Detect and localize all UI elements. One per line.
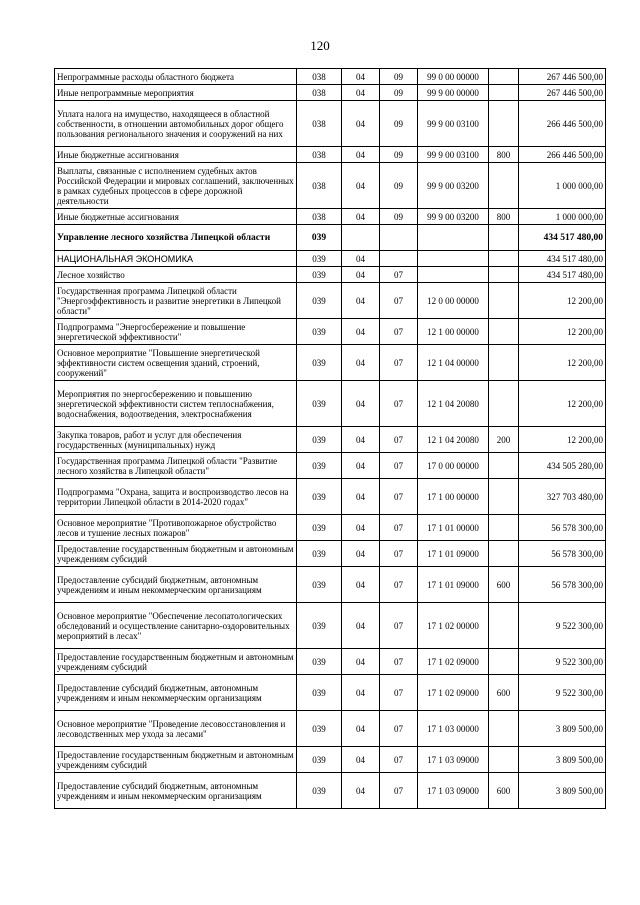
- row-subsection-cell: 07: [380, 773, 418, 809]
- row-sum-cell: 9 522 300,00: [519, 603, 606, 649]
- row-name-cell: Иные бюджетные ассигнования: [55, 147, 297, 163]
- row-section-cell: 04: [342, 381, 380, 427]
- row-code-cell: 038: [297, 209, 342, 225]
- row-section-cell: 04: [342, 427, 380, 453]
- row-code-cell: 039: [297, 479, 342, 515]
- table-row: [55, 319, 606, 345]
- row-section-cell: 04: [342, 773, 380, 809]
- row-name-cell: Предоставление государственным бюджетным и автономным учреждениям субсидий: [55, 649, 297, 675]
- row-expense-cell: 600: [489, 675, 519, 711]
- row-code-cell: 039: [297, 675, 342, 711]
- row-expense-cell: [489, 711, 519, 747]
- row-subsection-cell: 07: [380, 427, 418, 453]
- row-expense-cell: [489, 747, 519, 773]
- row-code-cell: 039: [297, 251, 342, 267]
- table-row: [55, 147, 606, 163]
- row-sum-cell: 56 578 300,00: [519, 541, 606, 567]
- table-row: [55, 381, 606, 427]
- table-row: [55, 163, 606, 209]
- table-body: [55, 69, 606, 809]
- table-row: [55, 85, 606, 101]
- row-subsection-cell: 07: [380, 567, 418, 603]
- table-row: [55, 711, 606, 747]
- row-article-cell: 17 1 02 00000: [418, 603, 489, 649]
- row-name-cell: Управление лесного хозяйства Липецкой области: [55, 225, 297, 251]
- row-article-cell: 17 1 01 09000: [418, 567, 489, 603]
- row-expense-cell: 600: [489, 567, 519, 603]
- row-expense-cell: [489, 267, 519, 283]
- table-row: [55, 209, 606, 225]
- row-name-cell: Предоставление государственным бюджетным и автономным учреждениям субсидий: [55, 747, 297, 773]
- row-code-cell: 039: [297, 649, 342, 675]
- row-sum-cell: 1 000 000,00: [519, 163, 606, 209]
- row-subsection-cell: 07: [380, 345, 418, 381]
- row-subsection-cell: 09: [380, 101, 418, 147]
- row-article-cell: 99 9 00 03100: [418, 147, 489, 163]
- row-name-cell: Лесное хозяйство: [55, 267, 297, 283]
- row-section-cell: 04: [342, 567, 380, 603]
- row-name-cell: Основное мероприятие "Повышение энергетической эффективности систем освещения зданий, строений, сооружений": [55, 345, 297, 381]
- row-expense-cell: [489, 453, 519, 479]
- row-sum-cell: 9 522 300,00: [519, 675, 606, 711]
- row-code-cell: 039: [297, 567, 342, 603]
- table-row: [55, 251, 606, 267]
- row-code-cell: 039: [297, 283, 342, 319]
- row-code-cell: 039: [297, 345, 342, 381]
- row-section-cell: 04: [342, 267, 380, 283]
- row-article-cell: 12 0 00 00000: [418, 283, 489, 319]
- row-section-cell: [342, 225, 380, 251]
- row-article-cell: 12 1 04 20080: [418, 381, 489, 427]
- row-article-cell: 17 1 01 00000: [418, 515, 489, 541]
- row-subsection-cell: 07: [380, 675, 418, 711]
- row-article-cell: 99 9 00 00000: [418, 85, 489, 101]
- row-subsection-cell: 07: [380, 479, 418, 515]
- row-section-cell: 04: [342, 479, 380, 515]
- row-subsection-cell: 07: [380, 267, 418, 283]
- table-row: [55, 541, 606, 567]
- row-subsection-cell: 09: [380, 163, 418, 209]
- row-article-cell: 17 1 03 00000: [418, 711, 489, 747]
- row-sum-cell: 434 505 280,00: [519, 453, 606, 479]
- row-expense-cell: 600: [489, 773, 519, 809]
- row-section-cell: 04: [342, 163, 380, 209]
- row-sum-cell: 12 200,00: [519, 381, 606, 427]
- row-expense-cell: [489, 479, 519, 515]
- row-sum-cell: 434 517 480,00: [519, 225, 606, 251]
- row-subsection-cell: 07: [380, 711, 418, 747]
- row-expense-cell: 800: [489, 209, 519, 225]
- row-sum-cell: 3 809 500,00: [519, 747, 606, 773]
- row-sum-cell: 266 446 500,00: [519, 101, 606, 147]
- row-expense-cell: 200: [489, 427, 519, 453]
- row-expense-cell: [489, 649, 519, 675]
- row-expense-cell: [489, 85, 519, 101]
- row-expense-cell: [489, 225, 519, 251]
- table-row: [55, 603, 606, 649]
- row-section-cell: 04: [342, 675, 380, 711]
- row-expense-cell: [489, 603, 519, 649]
- row-code-cell: 039: [297, 603, 342, 649]
- row-expense-cell: [489, 251, 519, 267]
- row-section-cell: 04: [342, 319, 380, 345]
- row-name-cell: Государственная программа Липецкой области "Энергоэффективность и развитие энергетики в Липецкой области": [55, 283, 297, 319]
- row-expense-cell: [489, 283, 519, 319]
- row-name-cell: Иные непрограммные мероприятия: [55, 85, 297, 101]
- row-sum-cell: 9 522 300,00: [519, 649, 606, 675]
- row-code-cell: 038: [297, 69, 342, 85]
- row-subsection-cell: 07: [380, 515, 418, 541]
- row-code-cell: 039: [297, 711, 342, 747]
- table-row: [55, 453, 606, 479]
- row-expense-cell: [489, 381, 519, 427]
- table-row: [55, 567, 606, 603]
- row-article-cell: 12 1 04 00000: [418, 345, 489, 381]
- row-sum-cell: 267 446 500,00: [519, 69, 606, 85]
- row-article-cell: 17 1 01 09000: [418, 541, 489, 567]
- row-code-cell: 039: [297, 773, 342, 809]
- row-name-cell: Выплаты, связанные с исполнением судебных актов Российской Федерации и мировых соглашений, заключенных в рамках судебных процессов в сфере дорожной деятельности: [55, 163, 297, 209]
- table-row: [55, 283, 606, 319]
- row-expense-cell: 800: [489, 147, 519, 163]
- row-expense-cell: [489, 69, 519, 85]
- row-name-cell: Основное мероприятие "Противопожарное обустройство лесов и тушение лесных пожаров": [55, 515, 297, 541]
- row-name-cell: Непрограммные расходы областного бюджета: [55, 69, 297, 85]
- row-article-cell: 99 0 00 00000: [418, 69, 489, 85]
- row-article-cell: [418, 267, 489, 283]
- row-expense-cell: [489, 101, 519, 147]
- row-name-cell: Подпрограмма "Охрана, защита и воспроизводство лесов на территории Липецкой области в 2014-2020 годах": [55, 479, 297, 515]
- table-row: [55, 747, 606, 773]
- row-code-cell: 039: [297, 453, 342, 479]
- row-code-cell: 039: [297, 515, 342, 541]
- row-code-cell: 039: [297, 427, 342, 453]
- row-sum-cell: 56 578 300,00: [519, 567, 606, 603]
- page-number: 120: [310, 38, 330, 53]
- row-subsection-cell: 09: [380, 69, 418, 85]
- row-code-cell: 038: [297, 85, 342, 101]
- row-sum-cell: 267 446 500,00: [519, 85, 606, 101]
- row-subsection-cell: 07: [380, 649, 418, 675]
- row-subsection-cell: [380, 251, 418, 267]
- row-section-cell: 04: [342, 345, 380, 381]
- row-section-cell: 04: [342, 515, 380, 541]
- row-article-cell: 17 1 03 09000: [418, 773, 489, 809]
- row-subsection-cell: 09: [380, 147, 418, 163]
- row-name-cell: Основное мероприятие "Обеспечение лесопатологических обследований и осуществление санитарно-оздоровительных мероприятий в лесах": [55, 603, 297, 649]
- table-row: [55, 345, 606, 381]
- row-subsection-cell: [380, 225, 418, 251]
- row-article-cell: [418, 251, 489, 267]
- row-sum-cell: 56 578 300,00: [519, 515, 606, 541]
- row-sum-cell: 3 809 500,00: [519, 773, 606, 809]
- row-article-cell: [418, 225, 489, 251]
- row-section-cell: 04: [342, 251, 380, 267]
- row-name-cell: Предоставление субсидий бюджетным, автономным учреждениям и иным некоммерческим организациям: [55, 773, 297, 809]
- row-sum-cell: 12 200,00: [519, 427, 606, 453]
- row-article-cell: 17 0 00 00000: [418, 453, 489, 479]
- row-expense-cell: [489, 541, 519, 567]
- table-row: [55, 515, 606, 541]
- row-name-cell: Государственная программа Липецкой области "Развитие лесного хозяйства в Липецкой области": [55, 453, 297, 479]
- row-name-cell: Подпрограмма "Энергосбережение и повышение энергетической эффективности": [55, 319, 297, 345]
- row-sum-cell: 1 000 000,00: [519, 209, 606, 225]
- row-name-cell: Предоставление государственным бюджетным и автономным учреждениям субсидий: [55, 541, 297, 567]
- row-subsection-cell: 09: [380, 209, 418, 225]
- row-code-cell: 039: [297, 747, 342, 773]
- row-subsection-cell: 07: [380, 747, 418, 773]
- row-section-cell: 04: [342, 85, 380, 101]
- row-expense-cell: [489, 319, 519, 345]
- row-sum-cell: 12 200,00: [519, 319, 606, 345]
- row-sum-cell: 434 517 480,00: [519, 267, 606, 283]
- table-row: [55, 267, 606, 283]
- row-subsection-cell: 07: [380, 381, 418, 427]
- row-section-cell: 04: [342, 649, 380, 675]
- row-section-cell: 04: [342, 453, 380, 479]
- row-subsection-cell: 09: [380, 85, 418, 101]
- table-row: [55, 675, 606, 711]
- row-code-cell: 039: [297, 225, 342, 251]
- row-article-cell: 99 9 00 03100: [418, 101, 489, 147]
- row-name-cell: Уплата налога на имущество, находящееся в областной собственности, в отношении автомобильных дорог общего пользования регионального значения и сооружений на них: [55, 101, 297, 147]
- row-section-cell: 04: [342, 101, 380, 147]
- row-section-cell: 04: [342, 541, 380, 567]
- row-article-cell: 17 1 00 00000: [418, 479, 489, 515]
- row-section-cell: 04: [342, 147, 380, 163]
- row-code-cell: 039: [297, 319, 342, 345]
- row-name-cell: Предоставление субсидий бюджетным, автономным учреждениям и иным некоммерческим организациям: [55, 567, 297, 603]
- row-sum-cell: 327 703 480,00: [519, 479, 606, 515]
- row-expense-cell: [489, 163, 519, 209]
- row-sum-cell: 12 200,00: [519, 283, 606, 319]
- row-sum-cell: 3 809 500,00: [519, 711, 606, 747]
- row-section-cell: 04: [342, 209, 380, 225]
- row-name-cell: Основное мероприятие "Проведение лесовосстановления и лесоводственных мер ухода за лесами": [55, 711, 297, 747]
- row-name-cell: Иные бюджетные ассигнования: [55, 209, 297, 225]
- budget-table: [54, 68, 606, 809]
- table-row: [55, 69, 606, 85]
- row-code-cell: 038: [297, 163, 342, 209]
- row-code-cell: 038: [297, 101, 342, 147]
- row-subsection-cell: 07: [380, 541, 418, 567]
- row-subsection-cell: 07: [380, 319, 418, 345]
- row-section-cell: 04: [342, 603, 380, 649]
- row-code-cell: 039: [297, 381, 342, 427]
- row-article-cell: 17 1 02 09000: [418, 649, 489, 675]
- row-article-cell: 99 9 00 03200: [418, 209, 489, 225]
- table-row: [55, 479, 606, 515]
- row-code-cell: 038: [297, 147, 342, 163]
- row-expense-cell: [489, 345, 519, 381]
- row-subsection-cell: 07: [380, 603, 418, 649]
- row-section-cell: 04: [342, 747, 380, 773]
- row-sum-cell: 266 446 500,00: [519, 147, 606, 163]
- row-section-cell: 04: [342, 711, 380, 747]
- row-code-cell: 039: [297, 541, 342, 567]
- row-section-cell: 04: [342, 69, 380, 85]
- table-row: [55, 773, 606, 809]
- row-sum-cell: 434 517 480,00: [519, 251, 606, 267]
- table-row: [55, 427, 606, 453]
- row-subsection-cell: 07: [380, 283, 418, 319]
- row-name-cell: Мероприятия по энергосбережению и повышению энергетической эффективности систем теплоснабжения, водоснабжения, водоотведения, электроснабжения: [55, 381, 297, 427]
- row-name-cell: НАЦИОНАЛЬНАЯ ЭКОНОМИКА: [55, 251, 297, 267]
- row-name-cell: Предоставление субсидий бюджетным, автономным учреждениям и иным некоммерческим организациям: [55, 675, 297, 711]
- row-section-cell: 04: [342, 283, 380, 319]
- row-article-cell: 12 1 04 20080: [418, 427, 489, 453]
- row-expense-cell: [489, 515, 519, 541]
- row-article-cell: 12 1 00 00000: [418, 319, 489, 345]
- table-row: [55, 101, 606, 147]
- row-sum-cell: 12 200,00: [519, 345, 606, 381]
- row-article-cell: 17 1 02 09000: [418, 675, 489, 711]
- row-subsection-cell: 07: [380, 453, 418, 479]
- row-article-cell: 17 1 03 09000: [418, 747, 489, 773]
- table-row: [55, 225, 606, 251]
- row-name-cell: Закупка товаров, работ и услуг для обеспечения государственных (муниципальных) нужд: [55, 427, 297, 453]
- table-row: [55, 649, 606, 675]
- row-article-cell: 99 9 00 03200: [418, 163, 489, 209]
- row-code-cell: 039: [297, 267, 342, 283]
